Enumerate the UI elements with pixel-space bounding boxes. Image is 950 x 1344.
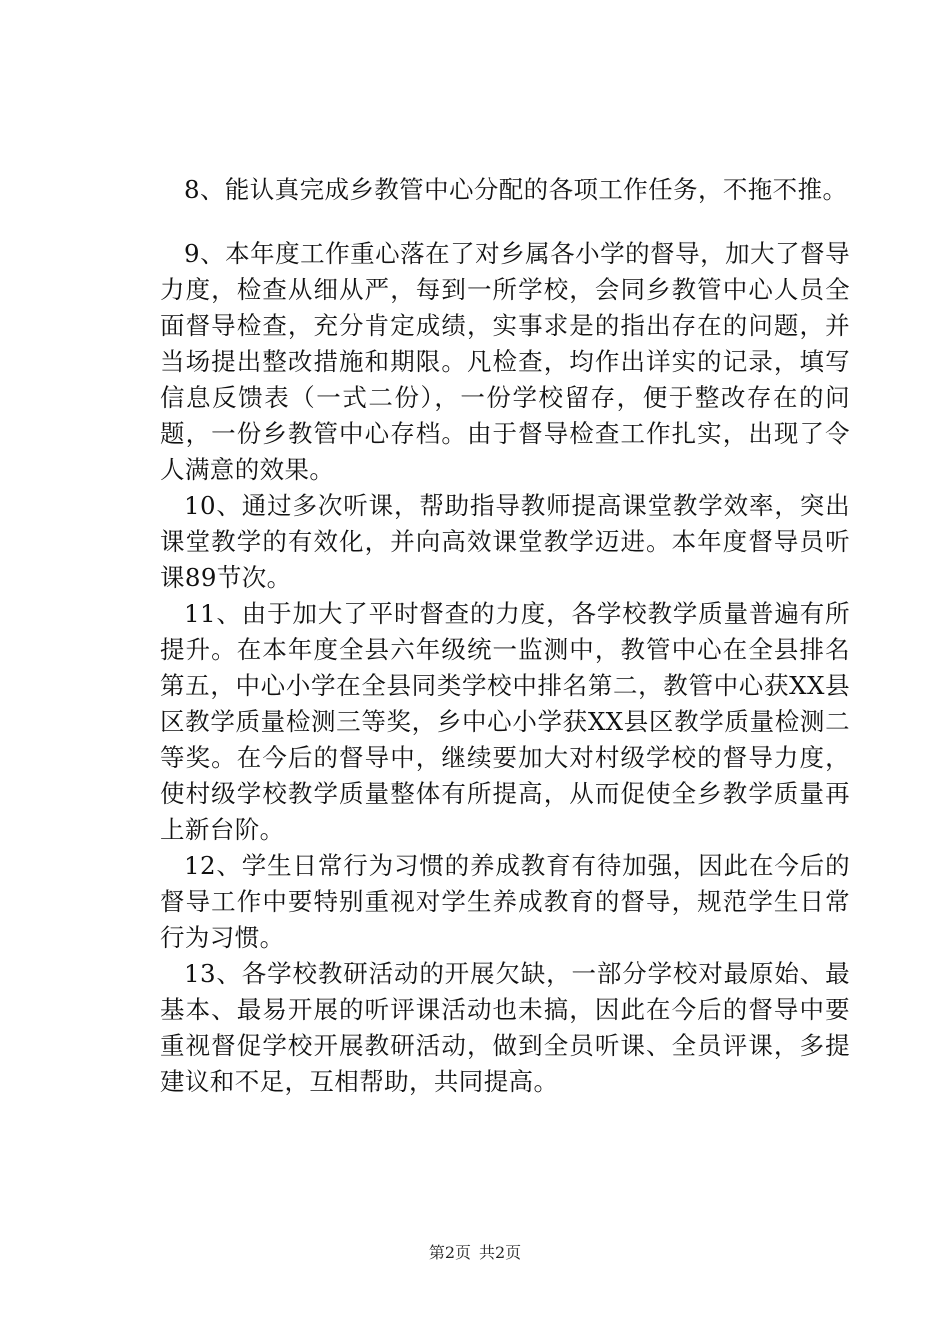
paragraph-item-8: 8、能认真完成乡教管中心分配的各项工作任务，不拖不推。 (184, 175, 848, 204)
page-number-current: 第2页 (428, 1243, 471, 1262)
paragraph-item-12: 12、学生日常行为习惯的养成教育有待加强，因此在今后的督导工作中要特别重视对学生养成教育的督导，规范学生日常行为习惯。 (160, 851, 850, 952)
paragraph-item-13: 13、各学校教研活动的开展欠缺，一部分学校对最原始、最基本、最易开展的听评课活动也未搞，因此在今后的督导中要重视督促学校开展教研活动，做到全员听课、全员评课，多提建议和不足，互相帮助，共同提高。 (160, 959, 850, 1096)
document-body (160, 172, 850, 1100)
paragraph-item-10: 10、通过多次听课，帮助指导教师提高课堂教学效率，突出课堂教学的有效化，并向高效课堂教学迈进。本年度督导员听课89节次。 (160, 491, 850, 592)
paragraph-item-11: 11、由于加大了平时督查的力度，各学校教学质量普遍有所提升。在本年度全县六年级统一监测中，教管中心在全县排名第五，中心小学在全县同类学校中排名第二，教管中心获XX县区教学质量检测三等奖，乡中心小学获XX县区教学质量检测二等奖。在今后的督导中，继续要加大对村级学校的督导力度，使村级学校教学质量整体有所提高，从而促使全乡教学质量再上新台阶。 (160, 599, 850, 844)
paragraph-item-9: 9、本年度工作重心落在了对乡属各小学的督导，加大了督导力度，检查从细从严，每到一所学校，会同乡教管中心人员全面督导检查，充分肯定成绩，实事求是的指出存在的问题，并当场提出整改措施和期限。凡检查，均作出详实的记录，填写信息反馈表（一式二份），一份学校留存，便于整改存在的问题，一份乡教管中心存档。由于督导检查工作扎实，出现了令人满意的效果。 (160, 239, 850, 484)
page-number-total: 共2页 (479, 1243, 522, 1262)
page-footer (0, 1243, 950, 1263)
